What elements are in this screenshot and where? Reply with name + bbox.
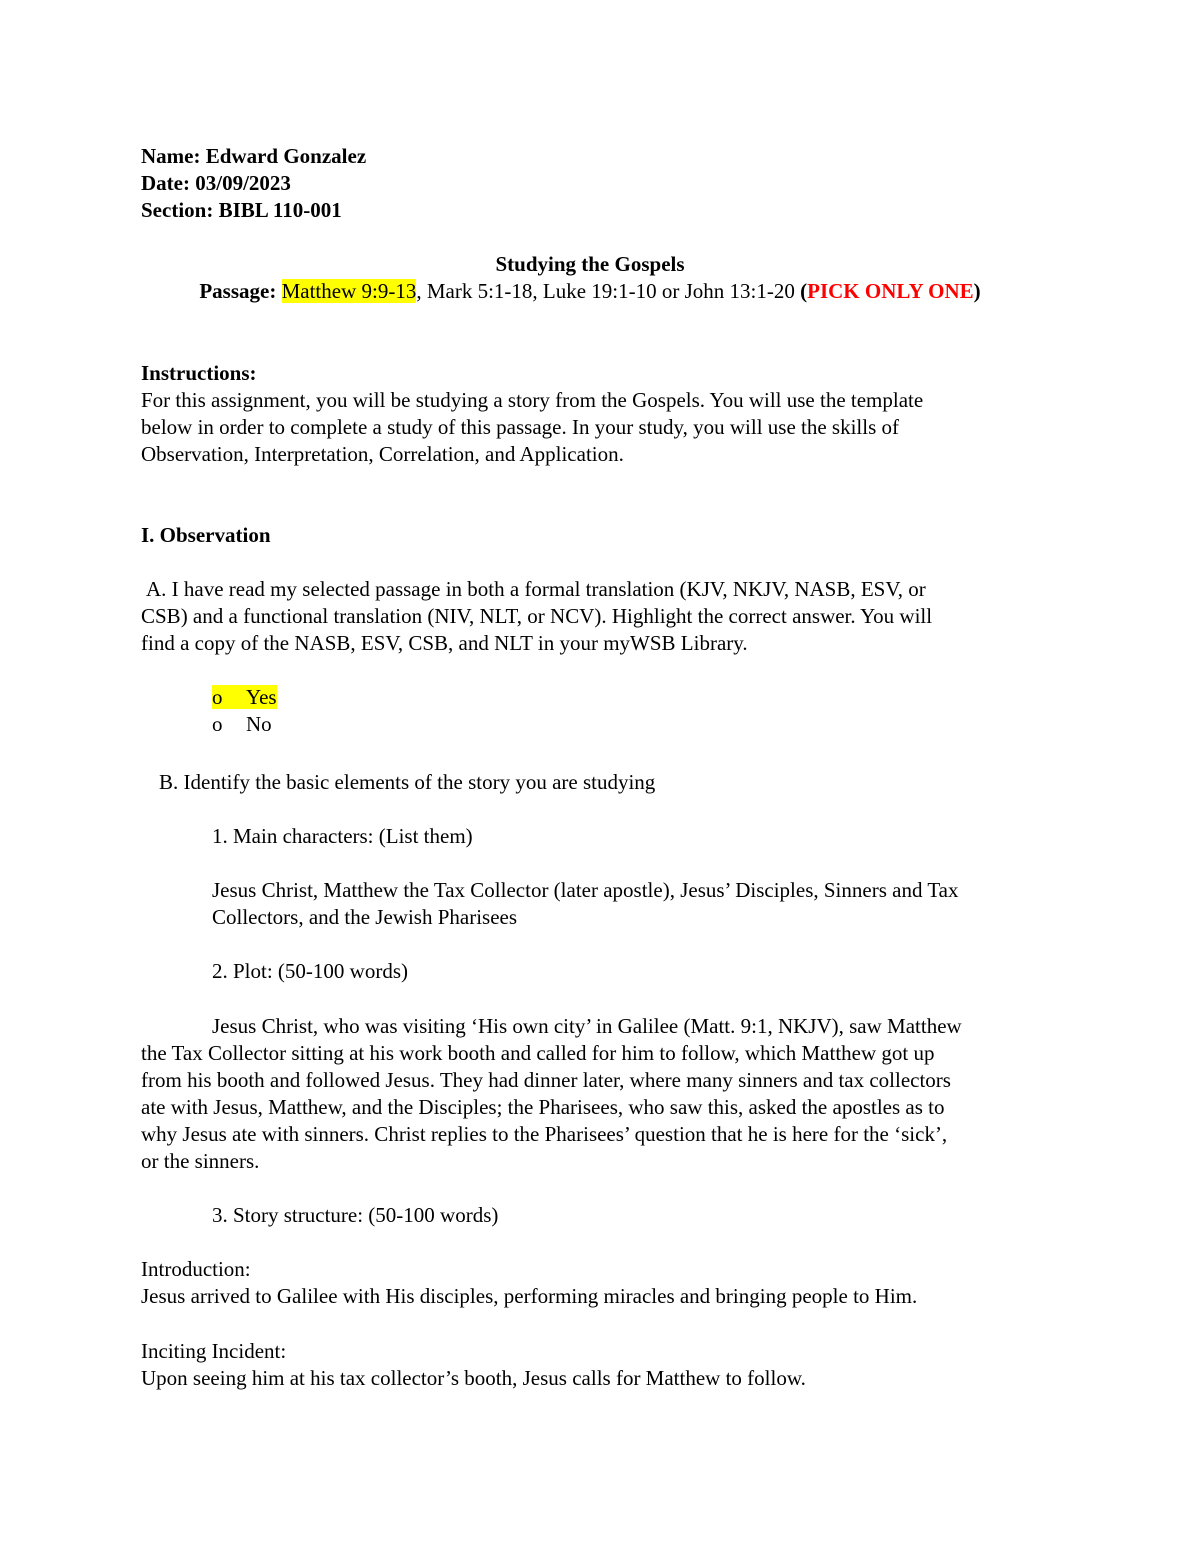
introduction-text: Jesus arrived to Galilee with His disciples, performing miracles and bringing people to Him. (141, 1284, 918, 1308)
section-value: BIBL 110-001 (218, 198, 342, 222)
main-characters-label: 1. Main characters: (List them) (212, 824, 473, 848)
option-yes-label: Yes (246, 685, 277, 709)
plot-line: Jesus Christ, who was visiting ‘His own city’ in Galilee (Matt. 9:1, NKJV), saw Matthew (212, 1014, 962, 1038)
page-title: Studying the Gospels (495, 252, 685, 276)
question-a-line: A. I have read my selected passage in both a formal translation (KJV, NKJV, NASB, ESV, or (146, 577, 926, 601)
plot-line: ate with Jesus, Matthew, and the Disciples; the Pharisees, who saw this, asked the apostles as to (141, 1095, 945, 1119)
introduction-label: Introduction: (141, 1257, 251, 1281)
question-b-line: B. Identify the basic elements of the story you are studying (159, 770, 656, 794)
option-no-label: No (246, 712, 272, 736)
name-value: Edward Gonzalez (205, 144, 367, 168)
option-bullet: o (212, 712, 223, 736)
instructions-line: For this assignment, you will be studying a story from the Gospels. You will use the template (141, 388, 924, 412)
date-label: Date: (141, 171, 190, 195)
observation-heading: I. Observation (141, 523, 271, 547)
option-yes-highlight (212, 685, 277, 709)
section-line (141, 197, 342, 224)
question-a-line: find a copy of the NASB, ESV, CSB, and NLT in your myWSB Library. (141, 631, 748, 655)
option-bullet: o (212, 685, 223, 709)
open-paren: ( (800, 279, 808, 303)
instructions-line: Observation, Interpretation, Correlation, and Application. (141, 442, 624, 466)
date-value: 03/09/2023 (195, 171, 291, 195)
section-label: Section: (141, 198, 214, 222)
plot-label: 2. Plot: (50-100 words) (212, 959, 408, 983)
instructions-heading: Instructions: (141, 361, 257, 385)
instructions-line: below in order to complete a study of this passage. In your study, you will use the skills of (141, 415, 900, 439)
passage-others: , Mark 5:1-18, Luke 19:1-10 or John 13:1-20 (416, 279, 801, 303)
option-no (212, 711, 272, 738)
plot-line: or the sinners. (141, 1149, 260, 1173)
passage-label: Passage: (199, 279, 277, 303)
structure-label: 3. Story structure: (50-100 words) (212, 1203, 499, 1227)
inciting-text: Upon seeing him at his tax collector’s booth, Jesus calls for Matthew to follow. (141, 1366, 806, 1390)
plot-line: from his booth and followed Jesus. They had dinner later, where many sinners and tax collectors (141, 1068, 951, 1092)
main-characters-line: Collectors, and the Jewish Pharisees (212, 905, 518, 929)
plot-line: the Tax Collector sitting at his work booth and called for him to follow, which Matthew got up (141, 1041, 935, 1065)
name-label: Name: (141, 144, 201, 168)
passage-selected: Matthew 9:9-13 (281, 279, 417, 303)
passage-line (0, 278, 1180, 305)
pick-note: PICK ONLY ONE (807, 279, 974, 303)
option-yes (212, 684, 277, 711)
main-characters-line: Jesus Christ, Matthew the Tax Collector (later apostle), Jesus’ Disciples, Sinners and Tax (212, 878, 959, 902)
date-line (141, 170, 291, 197)
close-paren: ) (973, 279, 981, 303)
name-line (141, 143, 366, 170)
question-a-line: CSB) and a functional translation (NIV, NLT, or NCV). Highlight the correct answer. You will (141, 604, 933, 628)
inciting-label: Inciting Incident: (141, 1339, 287, 1363)
plot-line: why Jesus ate with sinners. Christ replies to the Pharisees’ question that he is here for the ‘sick’, (141, 1122, 948, 1146)
